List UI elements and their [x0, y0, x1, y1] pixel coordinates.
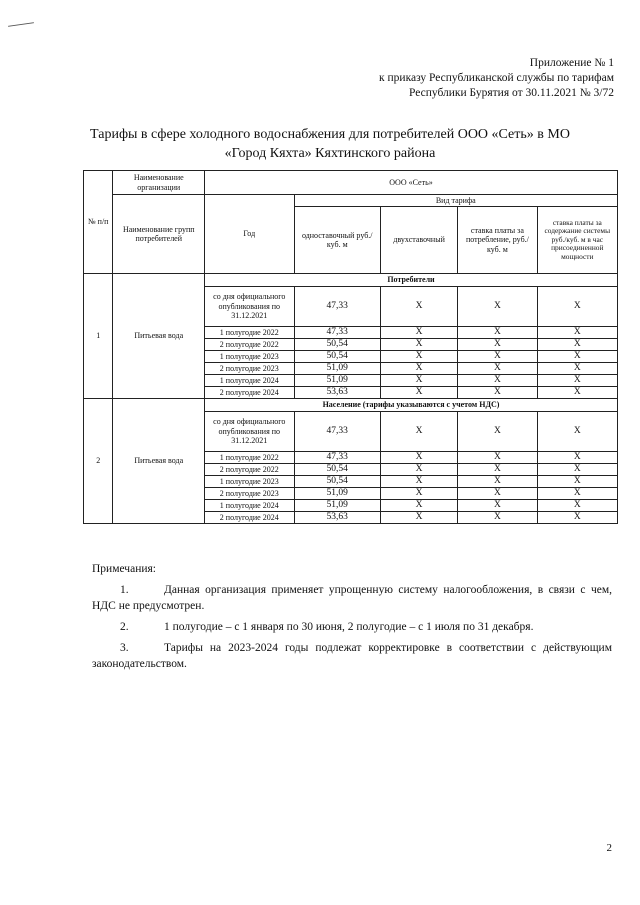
period-cell: со дня официального опубликования по 31.12.2021 [205, 287, 295, 327]
row-number: 1 [84, 274, 113, 399]
consumer-group: Питьевая вода [113, 274, 205, 399]
period-cell: 2 полугодие 2022 [205, 464, 295, 476]
single-rate-value: 47,33 [294, 412, 380, 452]
single-rate-value: 53,63 [294, 512, 380, 524]
col-single-rate: одноставочный руб./ куб. м [294, 207, 380, 274]
maintenance-rate-value: X [537, 375, 617, 387]
maintenance-rate-value: X [537, 452, 617, 464]
appendix-number: Приложение № 1 [529, 57, 614, 69]
maintenance-rate-value: X [537, 287, 617, 327]
note-item [92, 619, 612, 635]
single-rate-value: 50,54 [294, 351, 380, 363]
maintenance-rate-value: X [537, 363, 617, 375]
double-rate-value: X [380, 412, 457, 452]
double-rate-value: X [380, 488, 457, 500]
period-cell: 2 полугодие 2022 [205, 339, 295, 351]
year-label: Год [205, 195, 295, 274]
consumption-rate-value: X [458, 339, 537, 351]
single-rate-value: 47,33 [294, 287, 380, 327]
notes [92, 561, 612, 672]
maintenance-rate-value: X [537, 387, 617, 399]
appendix-header [379, 56, 614, 101]
double-rate-value: X [380, 476, 457, 488]
double-rate-value: X [380, 387, 457, 399]
period-cell: 1 полугодие 2023 [205, 476, 295, 488]
maintenance-rate-value: X [537, 512, 617, 524]
double-rate-value: X [380, 464, 457, 476]
period-cell: 2 полугодие 2024 [205, 387, 295, 399]
double-rate-value: X [380, 287, 457, 327]
double-rate-value: X [380, 500, 457, 512]
consumption-rate-value: X [458, 287, 537, 327]
col-maintenance-rate: ставка платы за содержание системы руб./куб. м в час присоединенной мощности [537, 207, 617, 274]
section-heading: Население (тарифы указываются с учетом НДС) [205, 399, 618, 412]
single-rate-value: 47,33 [294, 452, 380, 464]
maintenance-rate-value: X [537, 327, 617, 339]
groups-label: Наименование групп потребителей [113, 195, 205, 274]
consumption-rate-value: X [458, 464, 537, 476]
consumption-rate-value: X [458, 488, 537, 500]
consumption-rate-value: X [458, 375, 537, 387]
notes-heading: Примечания: [92, 563, 156, 575]
period-cell: 1 полугодие 2024 [205, 375, 295, 387]
note-number: 1. [120, 584, 129, 596]
note-number: 2. [120, 621, 129, 633]
double-rate-value: X [380, 375, 457, 387]
org-name: ООО «Сеть» [205, 171, 618, 195]
double-rate-value: X [380, 327, 457, 339]
double-rate-value: X [380, 339, 457, 351]
consumption-rate-value: X [458, 387, 537, 399]
consumption-rate-value: X [458, 327, 537, 339]
order-reference: к приказу Республиканской службы по тарифам [379, 72, 614, 84]
single-rate-value: 51,09 [294, 500, 380, 512]
note-item [92, 640, 612, 672]
period-cell: 1 полугодие 2022 [205, 452, 295, 464]
maintenance-rate-value: X [537, 351, 617, 363]
single-rate-value: 50,54 [294, 464, 380, 476]
double-rate-value: X [380, 363, 457, 375]
double-rate-value: X [380, 351, 457, 363]
consumption-rate-value: X [458, 363, 537, 375]
section-heading: Потребители [205, 274, 618, 287]
single-rate-value: 50,54 [294, 339, 380, 351]
org-label: Наименование организации [113, 171, 205, 195]
col-no-header: № п/п [84, 171, 113, 274]
consumption-rate-value: X [458, 351, 537, 363]
consumption-rate-value: X [458, 500, 537, 512]
maintenance-rate-value: X [537, 476, 617, 488]
single-rate-value: 50,54 [294, 476, 380, 488]
period-cell: 1 полугодие 2023 [205, 351, 295, 363]
period-cell: со дня официального опубликования по 31.12.2021 [205, 412, 295, 452]
maintenance-rate-value: X [537, 500, 617, 512]
maintenance-rate-value: X [537, 464, 617, 476]
note-text: Данная организация применяет упрощенную систему налогообложения, в связи с чем, НДС не предусмотрен. [92, 584, 612, 612]
consumer-group: Питьевая вода [113, 399, 205, 524]
period-cell: 2 полугодие 2023 [205, 488, 295, 500]
page-number: 2 [606, 842, 612, 854]
single-rate-value: 51,09 [294, 375, 380, 387]
document-title [40, 125, 620, 163]
note-text: Тарифы на 2023-2024 годы подлежат корректировке в соответствии с действующим законодательством. [92, 642, 612, 670]
tariff-table [83, 170, 618, 524]
order-date: Республики Бурятия от 30.11.2021 № 3/72 [408, 87, 614, 99]
period-cell: 1 полугодие 2022 [205, 327, 295, 339]
maintenance-rate-value: X [537, 488, 617, 500]
maintenance-rate-value: X [537, 339, 617, 351]
maintenance-rate-value: X [537, 412, 617, 452]
period-cell: 1 полугодие 2024 [205, 500, 295, 512]
single-rate-value: 51,09 [294, 363, 380, 375]
col-consumption-rate: ставка платы за потребление, руб./ куб. м [458, 207, 537, 274]
row-number: 2 [84, 399, 113, 524]
consumption-rate-value: X [458, 412, 537, 452]
consumption-rate-value: X [458, 452, 537, 464]
title-line-1: Тарифы в сфере холодного водоснабжения для потребителей ООО «Сеть» в МО [90, 127, 570, 142]
single-rate-value: 53,63 [294, 387, 380, 399]
period-cell: 2 полугодие 2024 [205, 512, 295, 524]
single-rate-value: 47,33 [294, 327, 380, 339]
title-line-2: «Город Кяхта» Кяхтинского района [224, 146, 436, 161]
double-rate-value: X [380, 512, 457, 524]
double-rate-value: X [380, 452, 457, 464]
note-number: 3. [120, 642, 129, 654]
period-cell: 2 полугодие 2023 [205, 363, 295, 375]
tariff-type-label: Вид тарифа [294, 195, 617, 207]
note-item [92, 582, 612, 614]
col-double-rate: двухставочный [380, 207, 457, 274]
consumption-rate-value: X [458, 476, 537, 488]
note-text: 1 полугодие – с 1 января по 30 июня, 2 полугодие – с 1 июля по 31 декабря. [164, 621, 534, 633]
consumption-rate-value: X [458, 512, 537, 524]
single-rate-value: 51,09 [294, 488, 380, 500]
scan-mark [8, 22, 34, 27]
